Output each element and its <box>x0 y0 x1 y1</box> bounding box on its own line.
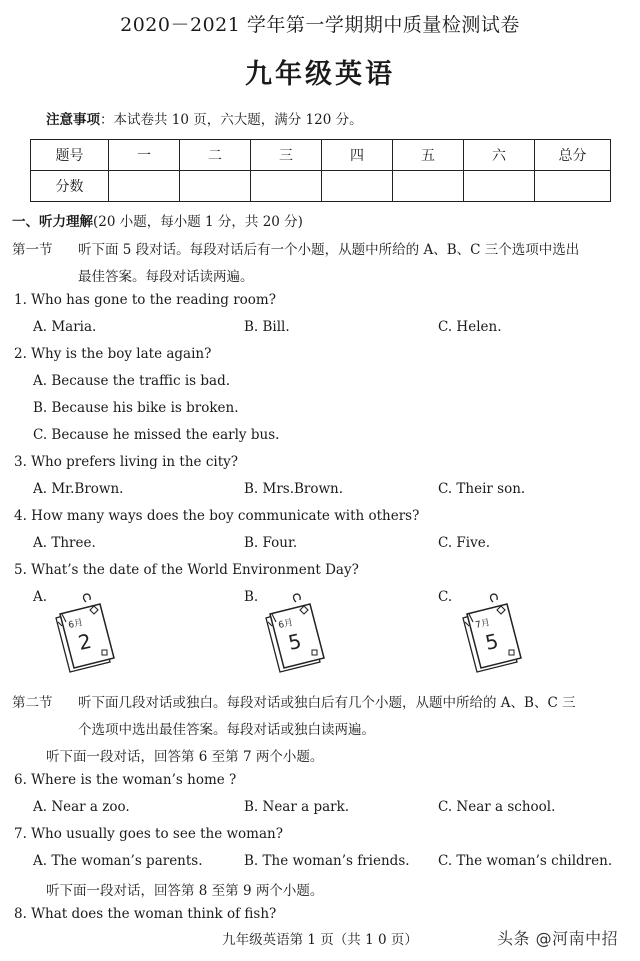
q5-option-b: B. <box>244 589 259 605</box>
exam-title: 2020－2021 学年第一学期期中质量检测试卷 <box>120 14 520 36</box>
q2-option-a: A. Because the traffic is bad. <box>33 373 231 389</box>
q1-option-c: C. Helen. <box>438 319 502 335</box>
score-entry-cell[interactable] <box>535 171 611 202</box>
q2-stem: 2. Why is the boy late again? <box>14 346 212 362</box>
notice-text: ：本试卷共 10 页，六大题，满分 120 分。 <box>100 112 363 128</box>
q1-stem: 1. Who has gone to the reading room? <box>14 292 276 308</box>
table-cell: 五 <box>393 140 464 171</box>
page-footer: 九年级英语第 1 页（共 1 0 页） <box>222 932 418 948</box>
watermark: 头条 @河南中招 <box>497 929 619 948</box>
part2-instruction-line2: 个选项中选出最佳答案。每段对话或独白读两遍。 <box>78 722 375 738</box>
q6-option-a: A. Near a zoo. <box>33 799 130 815</box>
q3-option-c: C. Their son. <box>438 481 526 497</box>
q5-option-c: C. <box>438 589 453 605</box>
q1-option-a: A. Maria. <box>33 319 97 335</box>
q6-option-b: B. Near a park. <box>244 799 350 815</box>
q7-option-a: A. The woman’s parents. <box>33 853 203 869</box>
q4-stem: 4. How many ways does the boy communicate with others? <box>14 508 420 524</box>
q5-stem: 5. What’s the date of the World Environment Day? <box>14 562 359 578</box>
score-entry-cell[interactable] <box>322 171 393 202</box>
q4-option-c: C. Five. <box>438 535 491 551</box>
part2-label: 第二节 <box>12 695 53 711</box>
part1-instruction-line2: 最佳答案。每段对话读两遍。 <box>78 269 254 285</box>
table-cell: 六 <box>464 140 535 171</box>
calendar-month: 7月 <box>474 618 492 631</box>
q4-option-a: A. Three. <box>33 535 96 551</box>
table-cell: 题号 <box>31 140 109 171</box>
calendar-day: 5 <box>483 628 501 655</box>
calendar-hook <box>84 594 91 602</box>
q5-option-a: A. <box>33 589 48 605</box>
notice-label: 注意事项 <box>46 112 100 128</box>
q1-option-b: B. Bill. <box>244 319 290 335</box>
calendar-day: 5 <box>286 628 304 655</box>
notice <box>46 108 363 128</box>
table-cell: 三 <box>251 140 322 171</box>
score-table-score-row <box>31 171 611 202</box>
calendar-day: 2 <box>76 628 94 655</box>
part1-label: 第一节 <box>12 242 53 258</box>
instruction-q8-q9: 听下面一段对话，回答第 8 至第 9 两个小题。 <box>46 883 324 899</box>
calendar-month: 6月 <box>67 618 85 631</box>
section1-heading <box>12 210 303 230</box>
score-table-header-row <box>31 140 611 171</box>
calendar-month: 6月 <box>277 618 295 631</box>
q7-option-c: C. The woman’s children. <box>438 853 613 869</box>
q3-option-b: B. Mrs.Brown. <box>244 481 344 497</box>
q2-option-b: B. Because his bike is broken. <box>33 400 239 416</box>
score-entry-cell[interactable] <box>251 171 322 202</box>
q7-stem: 7. Who usually goes to see the woman? <box>14 826 283 842</box>
score-entry-cell[interactable] <box>464 171 535 202</box>
q2-option-c: C. Because he missed the early bus. <box>33 427 280 443</box>
q7-option-b: B. The woman’s friends. <box>244 853 410 869</box>
score-entry-cell[interactable] <box>393 171 464 202</box>
q3-option-a: A. Mr.Brown. <box>33 481 124 497</box>
calendar-hook <box>294 594 301 602</box>
score-entry-cell[interactable] <box>180 171 251 202</box>
table-cell: 一 <box>109 140 180 171</box>
score-entry-cell[interactable] <box>109 171 180 202</box>
q8-stem: 8. What does the woman think of fish? <box>14 906 277 922</box>
calendar-icon <box>459 592 525 674</box>
subject-title: 九年级英语 <box>245 59 395 90</box>
q4-option-b: B. Four. <box>244 535 298 551</box>
table-cell: 四 <box>322 140 393 171</box>
table-cell: 分数 <box>31 171 109 202</box>
part1-instruction-line1: 听下面 5 段对话。每段对话后有一个小题，从题中所给的 A、B、C 三个选项中选出 <box>78 242 580 258</box>
q6-stem: 6. Where is the woman’s home ? <box>14 772 237 788</box>
section1-heading-label: 一、听力理解 <box>12 214 93 230</box>
calendar-hook <box>491 594 498 602</box>
score-table <box>30 139 611 202</box>
part2-instruction-line1: 听下面几段对话或独白。每段对话或独白后有几个小题，从题中所给的 A、B、C 三 <box>78 695 576 711</box>
table-cell: 总分 <box>535 140 611 171</box>
calendar-icon <box>262 592 328 674</box>
calendar-icon <box>52 592 118 674</box>
instruction-q6-q7: 听下面一段对话，回答第 6 至第 7 两个小题。 <box>46 749 324 765</box>
section1-heading-note: (20 小题，每小题 1 分，共 20 分) <box>93 214 303 230</box>
q3-stem: 3. Who prefers living in the city? <box>14 454 238 470</box>
q6-option-c: C. Near a school. <box>438 799 556 815</box>
table-cell: 二 <box>180 140 251 171</box>
